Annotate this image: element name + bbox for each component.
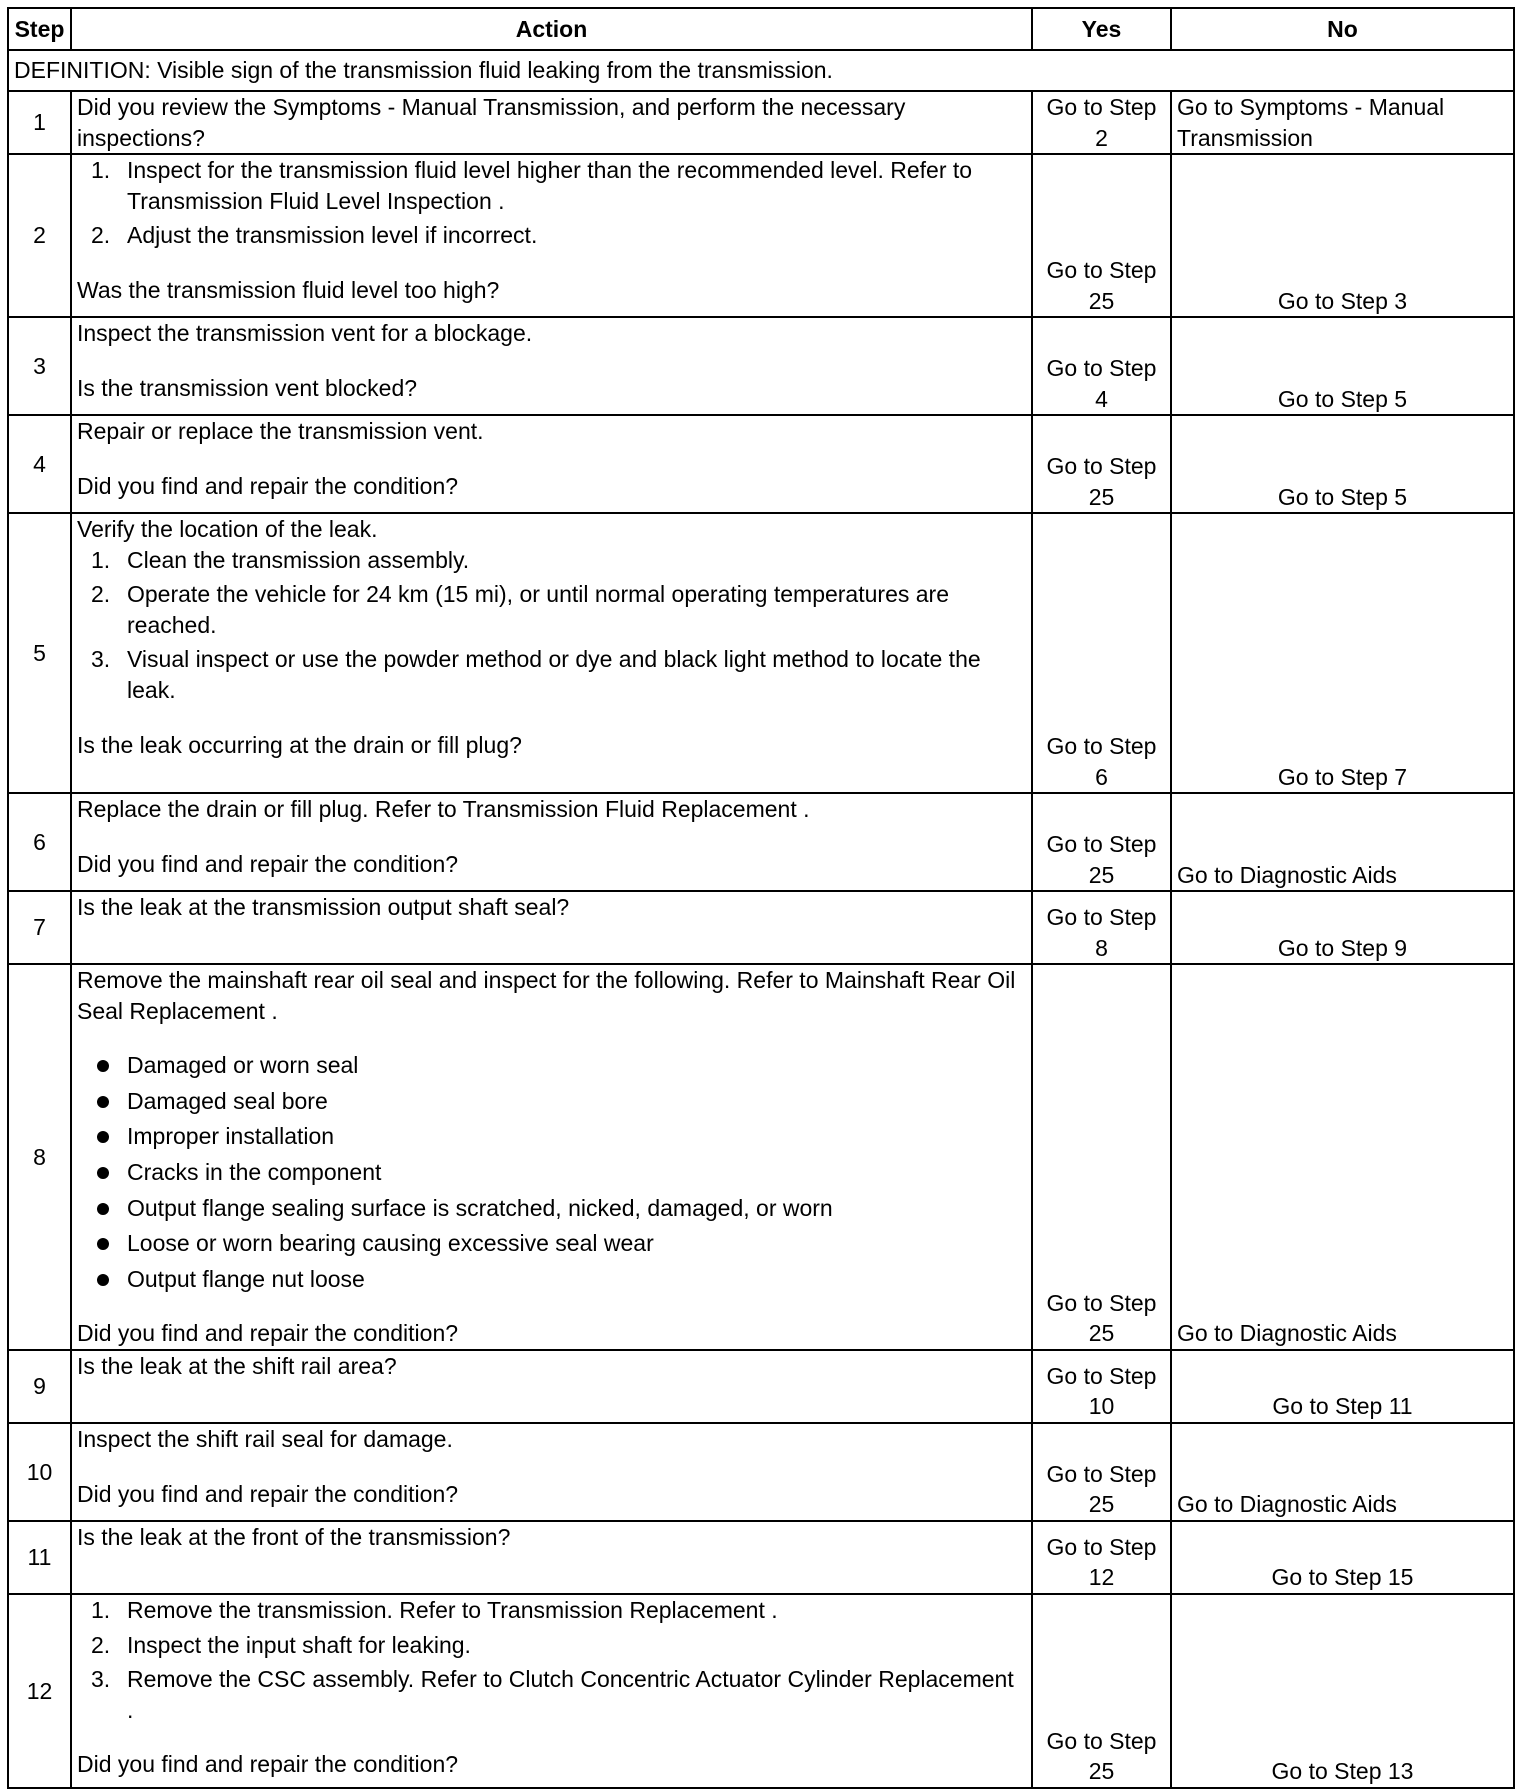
step-number: 6: [8, 793, 71, 891]
list-item: [77, 1121, 1026, 1152]
yes-cell: Go to Step 25: [1032, 1423, 1171, 1521]
question-text: Is the transmission vent blocked?: [77, 374, 418, 401]
table-row: [8, 91, 1514, 154]
bullet-icon: [97, 1131, 109, 1143]
numbered-list: [77, 1595, 1026, 1725]
intro-text: Verify the location of the leak.: [77, 516, 378, 543]
bullet-icon: [97, 1060, 109, 1072]
yes-cell: Go to Step 25: [1032, 415, 1171, 513]
question-text: Did you find and repair the condition?: [77, 850, 459, 877]
diagnostic-table: [7, 7, 1515, 1789]
list-item: 3. Remove the CSC assembly. Refer to Clutch Concentric Actuator Cylinder Replacement .: [91, 1666, 1014, 1723]
intro-text: Repair or replace the transmission vent.: [77, 418, 484, 445]
action-cell: [71, 1350, 1032, 1423]
list-item-text: Cracks in the component: [127, 1159, 382, 1186]
header-no: No: [1171, 8, 1514, 50]
list-item: 3. Visual inspect or use the powder method or dye and black light method to locate the leak.: [91, 646, 981, 704]
question-text: Did you find and repair the condition?: [77, 1480, 459, 1507]
action-cell: [71, 91, 1032, 154]
no-cell: Go to Step 11: [1171, 1350, 1514, 1423]
question-text: Did you find and repair the condition?: [77, 472, 459, 499]
no-cell: Go to Step 5: [1171, 317, 1514, 415]
question-text: Was the transmission fluid level too high?: [77, 276, 500, 303]
table-row: [8, 964, 1514, 1350]
step-number: 3: [8, 317, 71, 415]
list-item: 1. Inspect for the transmission fluid level higher than the recommended level. Refer to Transmission Fluid Level Inspection .: [91, 157, 973, 214]
question-text: Is the leak occurring at the drain or fill plug?: [77, 731, 522, 758]
list-item: 2. Operate the vehicle for 24 km (15 mi), or until normal operating temperatures are reached.: [91, 581, 949, 638]
action-cell: [71, 793, 1032, 891]
no-cell: Go to Step 9: [1171, 891, 1514, 964]
list-item: 1. Clean the transmission assembly.: [91, 546, 470, 573]
table-row: [8, 1521, 1514, 1594]
step-number: 4: [8, 415, 71, 513]
table-row: [8, 1350, 1514, 1423]
action-cell: [71, 891, 1032, 964]
action-cell: [71, 964, 1032, 1350]
bullet-icon: [97, 1274, 109, 1286]
action-cell: [71, 1594, 1032, 1788]
definition-text: DEFINITION: Visible sign of the transmission fluid leaking from the transmission.: [8, 50, 1514, 91]
step-number: 5: [8, 513, 71, 793]
header-row: [8, 8, 1514, 50]
list-item-text: Inspect the input shaft for leaking.: [127, 1631, 471, 1658]
list-item-text: Adjust the transmission level if incorrect.: [127, 222, 538, 249]
yes-cell: Go to Step 8: [1032, 891, 1171, 964]
bullet-icon: [97, 1167, 109, 1179]
step-number: 10: [8, 1423, 71, 1521]
bullet-icon: [97, 1238, 109, 1250]
no-cell: Go to Symptoms - Manual Transmission: [1171, 91, 1514, 154]
no-cell: Go to Step 13: [1171, 1594, 1514, 1788]
table-row: [8, 1594, 1514, 1788]
yes-cell: Go to Step 2: [1032, 91, 1171, 154]
list-item-text: Output flange nut loose: [127, 1265, 365, 1292]
yes-cell: Go to Step 25: [1032, 793, 1171, 891]
no-cell: Go to Step 3: [1171, 154, 1514, 317]
step-number: 12: [8, 1594, 71, 1788]
step-number: 7: [8, 891, 71, 964]
list-item: [77, 1086, 1026, 1117]
table-row: [8, 1423, 1514, 1521]
step-number: 11: [8, 1521, 71, 1594]
list-item: [77, 1157, 1026, 1188]
step-number: 9: [8, 1350, 71, 1423]
yes-cell: Go to Step 25: [1032, 154, 1171, 317]
yes-cell: Go to Step 12: [1032, 1521, 1171, 1594]
question-text: Is the leak at the transmission output shaft seal?: [77, 894, 570, 921]
list-item-text: Operate the vehicle for 24 km (15 mi), or until normal operating temperatures are reached.: [127, 581, 949, 638]
no-cell: Go to Step 7: [1171, 513, 1514, 793]
intro-text: Inspect the shift rail seal for damage.: [77, 1425, 453, 1452]
no-cell: Go to Diagnostic Aids: [1171, 1423, 1514, 1521]
action-cell: [71, 1423, 1032, 1521]
header-yes: Yes: [1032, 8, 1171, 50]
table-row: [8, 317, 1514, 415]
action-cell: [71, 513, 1032, 793]
no-cell: Go to Step 5: [1171, 415, 1514, 513]
list-item: 2. Adjust the transmission level if incorrect.: [91, 222, 538, 249]
intro-text: Replace the drain or fill plug. Refer to Transmission Fluid Replacement .: [77, 796, 810, 823]
step-number: 8: [8, 964, 71, 1350]
list-item: [77, 1228, 1026, 1259]
action-cell: [71, 415, 1032, 513]
question-text: Did you review the Symptoms - Manual Transmission, and perform the necessary inspections?: [77, 94, 906, 151]
list-item-text: Remove the transmission. Refer to Transmission Replacement .: [127, 1596, 778, 1623]
yes-cell: Go to Step 25: [1032, 964, 1171, 1350]
header-step: Step: [8, 8, 71, 50]
list-item-text: Loose or worn bearing causing excessive seal wear: [127, 1230, 654, 1257]
definition-row: [8, 50, 1514, 91]
action-cell: [71, 1521, 1032, 1594]
action-cell: [71, 317, 1032, 415]
table-row: [8, 415, 1514, 513]
bullet-icon: [97, 1203, 109, 1215]
yes-cell: Go to Step 6: [1032, 513, 1171, 793]
list-item-text: Visual inspect or use the powder method or dye and black light method to locate the leak.: [127, 646, 981, 704]
step-number: 2: [8, 154, 71, 317]
table-row: [8, 793, 1514, 891]
question-text: Is the leak at the front of the transmission?: [77, 1523, 511, 1550]
table-row: [8, 513, 1514, 793]
intro-text: Remove the mainshaft rear oil seal and inspect for the following. Refer to Mainshaft Rear Oil Seal Replacement .: [77, 967, 1016, 1024]
bullet-list: [77, 1050, 1026, 1294]
list-item-text: Damaged or worn seal: [127, 1052, 359, 1079]
no-cell: Go to Diagnostic Aids: [1171, 964, 1514, 1350]
yes-cell: Go to Step 25: [1032, 1594, 1171, 1788]
question-text: Did you find and repair the condition?: [77, 1320, 459, 1347]
table-row: [8, 891, 1514, 964]
step-number: 1: [8, 91, 71, 154]
numbered-list: [77, 545, 1026, 706]
list-item-text: Clean the transmission assembly.: [127, 546, 470, 573]
list-item-text: Improper installation: [127, 1123, 335, 1150]
action-cell: [71, 154, 1032, 317]
list-item-text: Output flange sealing surface is scratched, nicked, damaged, or worn: [127, 1194, 833, 1221]
header-action: Action: [71, 8, 1032, 50]
list-item-text: Damaged seal bore: [127, 1087, 328, 1114]
no-cell: Go to Step 15: [1171, 1521, 1514, 1594]
list-item: [77, 1050, 1026, 1081]
list-item: [77, 1193, 1026, 1224]
list-item: 1. Remove the transmission. Refer to Transmission Replacement .: [91, 1596, 778, 1623]
numbered-list: [77, 155, 1026, 251]
table-row: [8, 154, 1514, 317]
no-cell: Go to Diagnostic Aids: [1171, 793, 1514, 891]
question-text: Is the leak at the shift rail area?: [77, 1352, 397, 1379]
yes-cell: Go to Step 4: [1032, 317, 1171, 415]
yes-cell: Go to Step 10: [1032, 1350, 1171, 1423]
question-text: Did you find and repair the condition?: [77, 1751, 459, 1778]
intro-text: Inspect the transmission vent for a blockage.: [77, 320, 533, 347]
bullet-icon: [97, 1096, 109, 1108]
list-item-text: Inspect for the transmission fluid level higher than the recommended level. Refer to Transmission Fluid Level Inspection .: [127, 157, 973, 214]
list-item-text: Remove the CSC assembly. Refer to Clutch Concentric Actuator Cylinder Replacement .: [127, 1666, 1014, 1723]
list-item: [77, 1264, 1026, 1295]
list-item: 2. Inspect the input shaft for leaking.: [91, 1631, 471, 1658]
